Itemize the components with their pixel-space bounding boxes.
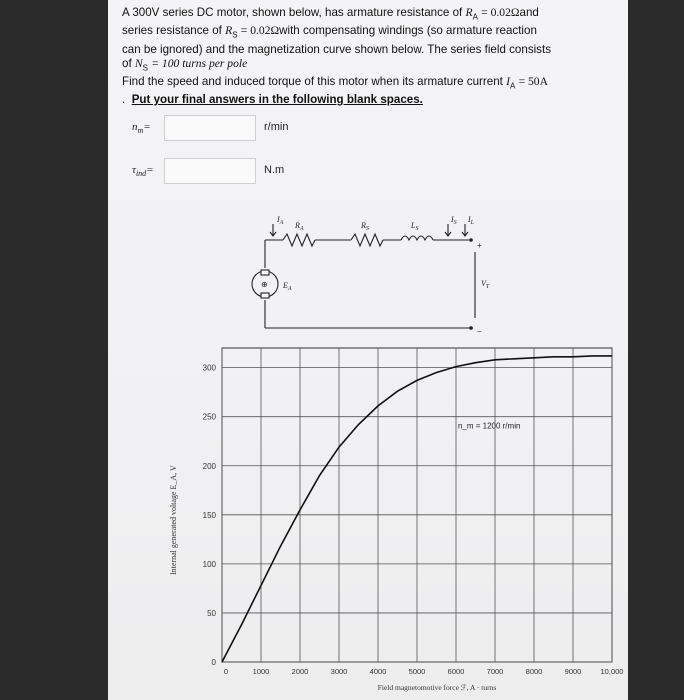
- x-tick-label: 6000: [447, 667, 465, 676]
- circuit-rs-label: $R_S$: [361, 221, 369, 232]
- problem-line-3: can be ignored) and the magnetization curve shown below. The series field consists: [122, 42, 552, 56]
- terminal-minus-label: −: [477, 327, 482, 335]
- motor-armature-symbol: ⊕: [261, 280, 268, 289]
- y-tick-label: 50: [207, 608, 216, 618]
- x-tick-label: 9000: [564, 667, 582, 676]
- y-tick-label: 300: [202, 363, 216, 373]
- problem-line-4: of $N_S = 100$ turns per pole: [122, 56, 248, 72]
- x-tick-label: 4000: [369, 667, 387, 676]
- circuit-ra-label: $R_A$: [295, 221, 304, 232]
- x-tick-labels: [224, 667, 624, 676]
- speed-annotation: n_m = 1200 r/min: [457, 421, 521, 431]
- speed-unit: r/min: [264, 121, 289, 133]
- problem-statement: [122, 6, 622, 107]
- problem-line-2: series resistance of $R_S$ = 0.02Ωwith compensating windings (so armature reaction: [122, 24, 537, 40]
- y-tick-label: 150: [202, 510, 216, 520]
- y-tick-label: 200: [202, 461, 216, 471]
- problem-line-5: Find the speed and induced torque of this motor when its armature current $I_A = 50A$: [122, 74, 548, 91]
- x-tick-label: 10,000: [600, 667, 624, 676]
- y-axis-label: Internal generated voltage E_A, V: [169, 465, 178, 575]
- circuit-vt-label: $V_T$: [481, 279, 490, 290]
- x-tick-label: 7000: [486, 667, 504, 676]
- speed-answer-field[interactable]: [164, 115, 256, 141]
- x-tick-label: 8000: [525, 667, 543, 676]
- y-tick-label: 0: [211, 658, 216, 667]
- y-tick-labels: [203, 364, 217, 667]
- circuit-ls-label: $L_S$: [411, 221, 419, 232]
- circuit-ia-label: $I_A$: [277, 215, 284, 226]
- x-tick-label: 1000: [252, 667, 270, 676]
- circuit-ea-label: $E_A$: [283, 281, 292, 292]
- series-dc-motor-circuit: [243, 210, 503, 335]
- torque-label: $\tau_{ind}=$: [132, 164, 154, 179]
- terminal-plus-label: +: [477, 241, 482, 250]
- speed-label: $n_m=$: [132, 121, 151, 136]
- terminal-minus-dot: [469, 326, 473, 330]
- y-tick-label: 250: [202, 412, 216, 422]
- torque-answer-field[interactable]: [164, 158, 256, 184]
- problem-instruction: . Put your final answers in the following blank spaces.: [122, 93, 423, 107]
- x-tick-label: 5000: [408, 667, 426, 676]
- x-tick-label: 0: [223, 667, 229, 676]
- y-tick-label: 100: [202, 559, 216, 569]
- circuit-is-label: $I_S$: [451, 215, 457, 226]
- x-tick-label: 2000: [291, 667, 309, 676]
- torque-unit: N.m: [264, 164, 285, 176]
- magnetization-curve-chart: [160, 340, 630, 695]
- problem-line-1: A 300V series DC motor, shown below, has armature resistance of $R_A = 0.02\Omega and$: [122, 6, 539, 22]
- x-tick-label: 3000: [330, 667, 348, 676]
- circuit-il-label: $I_L$: [468, 215, 475, 226]
- terminal-plus-dot: [469, 238, 473, 242]
- chart-grid: [222, 348, 612, 662]
- x-axis-label: Field magnetomotive force ℱ, A · turns: [377, 683, 497, 692]
- worksheet-page: [108, 0, 628, 700]
